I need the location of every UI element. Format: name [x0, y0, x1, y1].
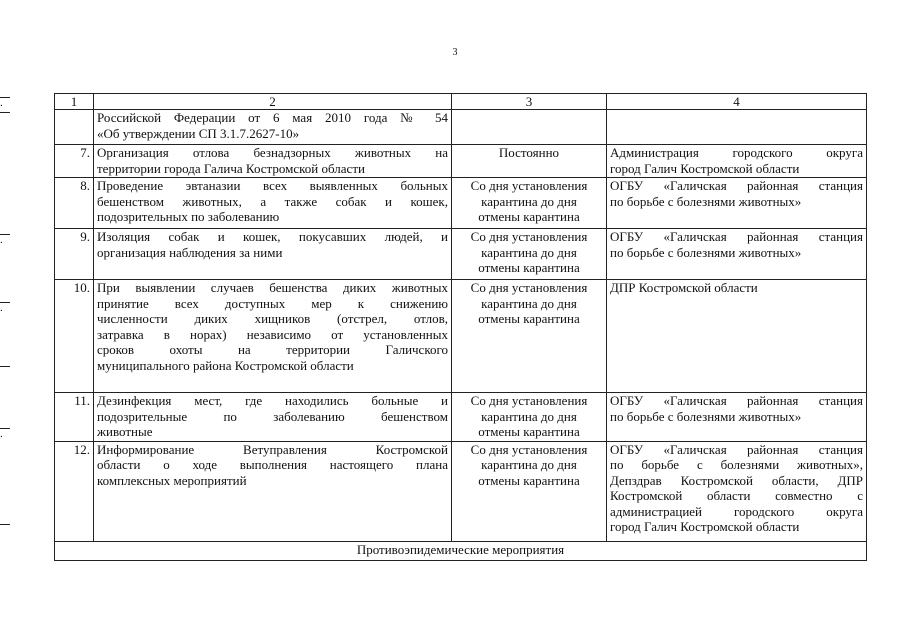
row-number: 10.: [55, 280, 94, 393]
table-row: [55, 441, 867, 541]
column-header-measure: 2: [94, 94, 452, 110]
section-title: Противоэпидемические мероприятия: [55, 541, 867, 560]
deadline-cell: [452, 110, 607, 145]
measure-description-line: Дезинфекция мест, где находились больные и: [97, 393, 448, 408]
margin-mark: [0, 112, 10, 122]
responsible-cell: [607, 280, 867, 393]
deadline-cell: [452, 178, 607, 229]
responsible-line: по борьбе с болезнями животных»: [610, 244, 802, 260]
deadline-line: отмены карантина: [478, 472, 580, 488]
deadline-cell: [452, 280, 607, 393]
margin-mark: [0, 366, 10, 376]
measure-description-line: Проведение эвтаназии всех выявленных больных: [97, 178, 448, 193]
measure-description: [94, 178, 452, 229]
margin-mark: .: [0, 234, 10, 244]
section-row: [55, 541, 867, 560]
measure-description-line: бешенством животных, а также собак и кошек,: [97, 193, 448, 209]
deadline-line: Со дня установления: [470, 229, 588, 244]
measure-description: [94, 441, 452, 541]
measure-description-line: Изоляция собак и кошек, покусавших людей, и: [97, 229, 448, 244]
measure-description-line: «Об утверждении СП 3.1.7.2627-10»: [97, 125, 300, 141]
measure-description-line: Российской Федерации от 6 мая 2010 года № 54: [97, 110, 448, 125]
measure-description: [94, 280, 452, 393]
margin-mark: [0, 524, 10, 534]
measure-description-line: сроков охоты на территории Галичского: [97, 342, 448, 357]
responsible-line: по борьбе с болезнями животных»,: [610, 457, 863, 472]
measure-description-line: Информирование Ветуправления Костромской: [97, 441, 448, 457]
measures-table: [54, 93, 867, 561]
deadline-line: Постоянно: [498, 145, 560, 160]
margin-mark: .: [0, 428, 10, 438]
deadline-line: Со дня установления: [470, 178, 588, 193]
measure-description-line: комплексных мероприятий: [97, 472, 247, 488]
responsible-line: ОГБУ «Галичская районная станция: [610, 229, 863, 244]
margin-mark: .: [0, 302, 10, 312]
deadline-line: карантина до дня: [481, 193, 577, 209]
page-number: 3: [452, 47, 458, 58]
responsible-line: по борьбе с болезнями животных»: [610, 193, 802, 209]
measure-description-line: территории города Галича Костромской области: [97, 160, 365, 176]
measure-description-line: животные: [97, 424, 153, 439]
table-header-row: [55, 94, 867, 110]
deadline-line: карантина до дня: [481, 457, 577, 472]
responsible-line: по борьбе с болезнями животных»: [610, 408, 802, 424]
row-number: 9.: [55, 229, 94, 280]
table-row: [55, 280, 867, 393]
table-row: [55, 393, 867, 442]
measure-description-line: принятие всех доступных мер к снижению: [97, 295, 448, 311]
responsible-cell: [607, 145, 867, 178]
deadline-line: Со дня установления: [470, 393, 588, 408]
deadline-line: отмены карантина: [478, 209, 580, 224]
deadline-cell: [452, 229, 607, 280]
responsible-cell: [607, 110, 867, 145]
deadline-line: карантина до дня: [481, 244, 577, 260]
deadline-line: отмены карантина: [478, 424, 580, 439]
responsible-line: ОГБУ «Галичская районная станция: [610, 393, 863, 408]
table-row: [55, 178, 867, 229]
measure-description-line: При выявлении случаев бешенства диких животных: [97, 280, 448, 295]
deadline-cell: [452, 441, 607, 541]
responsible-line: ОГБУ «Галичская районная станция: [610, 178, 863, 193]
deadline-line: карантина до дня: [481, 295, 577, 311]
measure-description-line: подозрительные по заболеванию бешенством: [97, 408, 448, 424]
measure-description-line: подозрительных по заболеванию: [97, 209, 280, 224]
responsible-line: город Галич Костромской области: [610, 160, 800, 176]
column-header-responsible: 4: [607, 94, 867, 110]
responsible-line: город Галич Костромской области: [610, 519, 800, 534]
measure-description: [94, 110, 452, 145]
responsible-line: Администрация городского округа: [610, 145, 863, 160]
table-row: [55, 110, 867, 145]
row-number: [55, 110, 94, 145]
measure-description: [94, 229, 452, 280]
column-header-num: 1: [55, 94, 94, 110]
measure-description-line: области о ходе выполнения настоящего плана: [97, 457, 448, 472]
deadline-line: отмены карантина: [478, 311, 580, 326]
measure-description-line: затравка в норах) независимо от установленных: [97, 326, 448, 342]
responsible-line: Депздрав Костромской области, ДПР: [610, 472, 863, 488]
measure-description-line: Организация отлова безнадзорных животных на: [97, 145, 448, 160]
responsible-cell: [607, 393, 867, 442]
measure-description: [94, 393, 452, 442]
responsible-cell: [607, 178, 867, 229]
table-row: [55, 145, 867, 178]
measure-description-line: организация наблюдения за ними: [97, 244, 283, 260]
deadline-line: Со дня установления: [470, 280, 588, 295]
measure-description-line: муниципального района Костромской области: [97, 357, 354, 373]
row-number: 8.: [55, 178, 94, 229]
column-header-deadline: 3: [452, 94, 607, 110]
table-row: [55, 229, 867, 280]
responsible-line: ДПР Костромской области: [610, 280, 758, 295]
margin-mark: .: [0, 97, 10, 107]
measure-description: [94, 145, 452, 178]
measure-description-line: численности диких хищников (отстрел, отлов,: [97, 311, 448, 326]
deadline-cell: [452, 393, 607, 442]
responsible-line: администрацией городского округа: [610, 503, 863, 519]
deadline-line: карантина до дня: [481, 408, 577, 424]
row-number: 12.: [55, 441, 94, 541]
deadline-line: отмены карантина: [478, 260, 580, 275]
responsible-cell: [607, 229, 867, 280]
deadline-line: Со дня установления: [470, 441, 588, 457]
responsible-line: ОГБУ «Галичская районная станция: [610, 441, 863, 457]
responsible-cell: [607, 441, 867, 541]
row-number: 11.: [55, 393, 94, 442]
row-number: 7.: [55, 145, 94, 178]
responsible-line: Костромской области совместно с: [610, 488, 863, 503]
deadline-cell: [452, 145, 607, 178]
